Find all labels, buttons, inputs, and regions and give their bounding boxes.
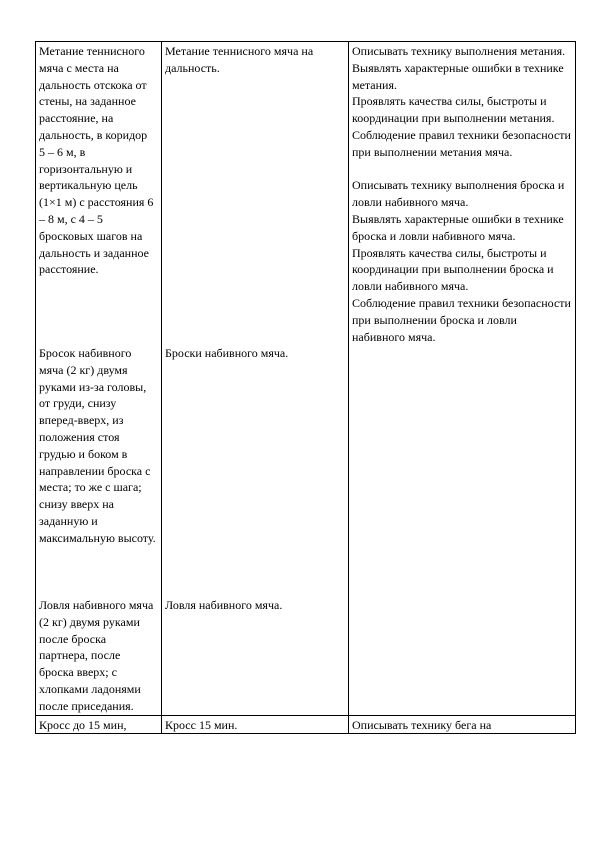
cross-country-text: Кросс до 15 мин, [39, 717, 127, 732]
table-row [36, 42, 576, 716]
topic-medicine-ball-catch-text: Ловля набивного мяча. [165, 598, 283, 612]
topic-cross-country-text: Кросс 15 мин. [165, 717, 238, 732]
activity-topic-cell [162, 42, 349, 716]
activity-throwing-text: Описывать технику выполнения метания. Выявлять характерные ошибки в технике метания. Проявлять качества силы, быстроты и координации при выполнении метания. Соблюдение правил техники безопасности при выполнении метания мяча. [352, 44, 571, 159]
activity-topic-cell [162, 715, 349, 734]
exercise-content-cell [36, 715, 162, 734]
medicine-ball-throw-text: Бросок набивного мяча (2 кг) двумя руками из-за головы, от груди, снизу вперед-вверх, из положения стоя грудью и боком в направлении броска с места; то же с шага; снизу вверх на заданную и максимальную высоту. [39, 346, 156, 545]
activity-running-text: Описывать технику бега на [352, 717, 492, 732]
throwing-tennis-ball-text: Метание теннисного мяча с места на дальность отскока от стены, на заданное расстояние, на дальность, в коридор 5 – 6 м, в горизонтальную и вертикальную цель (1×1 м) с расстояния 6 – 8 м, с 4 – 5 бросковых шагов на дальность и заданное расстояние. [39, 44, 154, 277]
student-activity-cell [349, 42, 576, 716]
curriculum-table [35, 41, 576, 734]
table-row [36, 715, 576, 734]
topic-tennis-ball-text: Метание теннисного мяча на дальность. [165, 44, 314, 75]
student-activity-cell [349, 715, 576, 734]
exercise-content-cell [36, 42, 162, 716]
activity-medicine-ball-text: Описывать технику выполнения броска и ловли набивного мяча. Выявлять характерные ошибки в технике броска и ловли набивного мяча. Проявлять качества силы, быстроты и координации при выполнении броска и ловли набивного мяча. Соблюдение правил техники безопасности при выполнении броска и ловли набивного мяча. [352, 178, 571, 344]
topic-medicine-ball-throw-text: Броски набивного мяча. [165, 346, 289, 360]
medicine-ball-catch-text: Ловля набивного мяча (2 кг) двумя руками после броска партнера, после броска вверх; с хлопками ладонями после приседания. [39, 598, 154, 713]
paragraph-gap [352, 161, 572, 178]
